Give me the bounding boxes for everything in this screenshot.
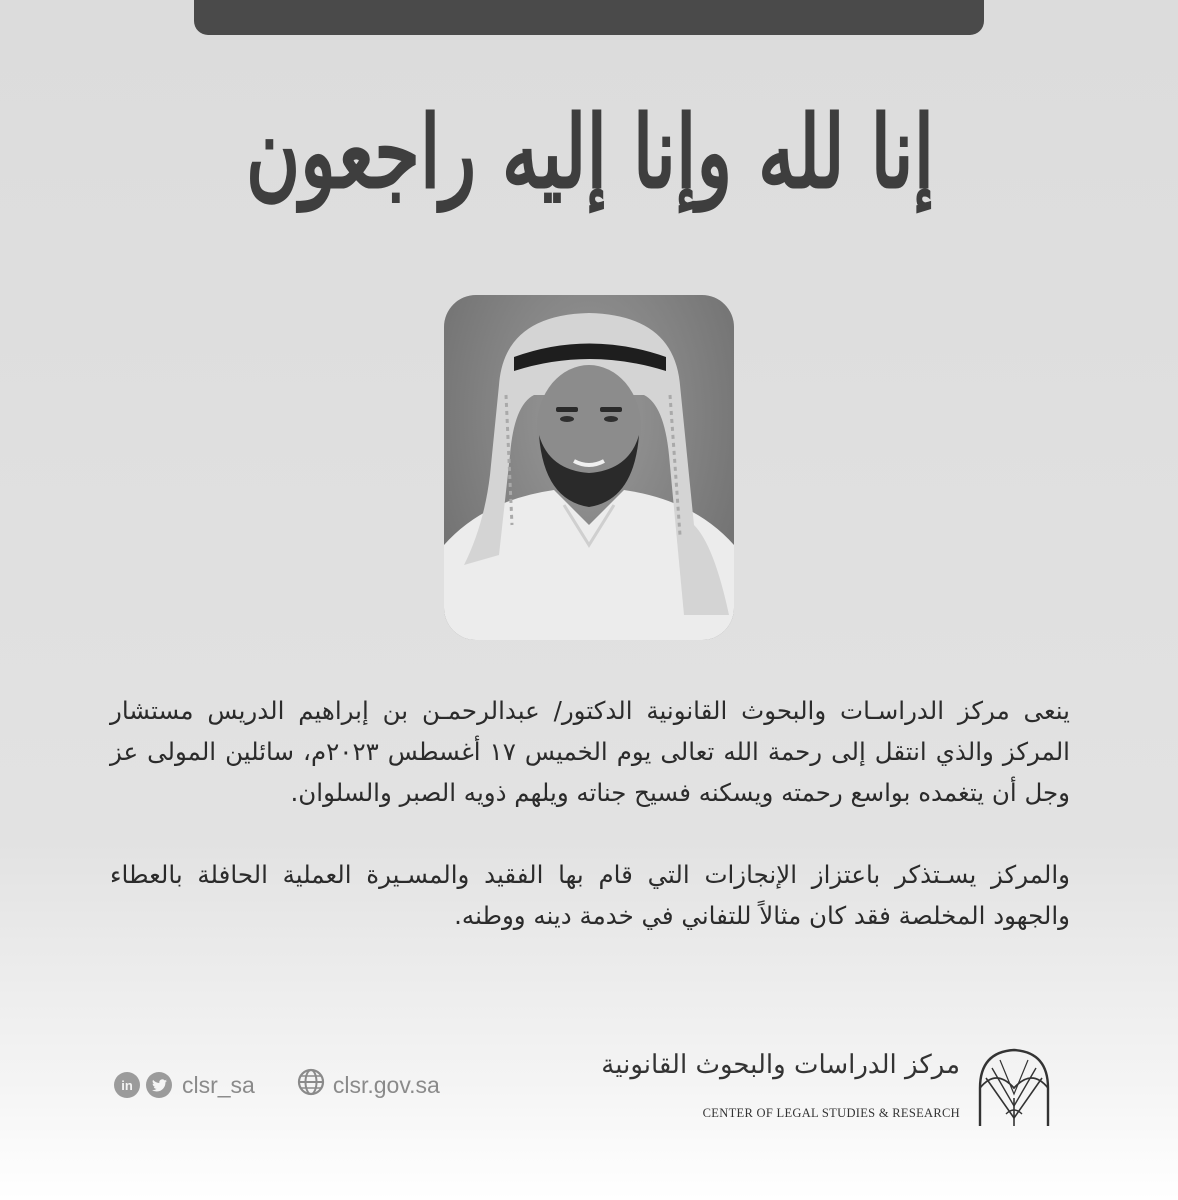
- linkedin-icon[interactable]: in: [114, 1072, 140, 1098]
- twitter-icon[interactable]: [146, 1072, 172, 1098]
- announcement-paragraph-1: ينعى مركز الدراسـات والبحوث القانونية الدكتور/ عبدالرحمـن بن إبراهيم الدريس مستشار المركز والذي انتقل إلى رحمة الله تعالى يوم الخميس ١٧ أغسطس ٢٠٢٣م، سائلين المولى عز وجل أن يتغمده بواسع رحمته ويسكنه فسيح جناته ويلهم ذويه الصبر والسلوان.: [110, 696, 1070, 807]
- announcement-text: [110, 690, 1070, 936]
- globe-icon: [297, 1068, 325, 1102]
- center-logo: [601, 1048, 1052, 1128]
- social-links: [114, 1069, 440, 1101]
- condolence-calligraphy: [190, 58, 990, 248]
- calligraphy-text: إنا لله وإنا إليه راجعون: [245, 94, 935, 212]
- social-handle[interactable]: clsr_sa: [182, 1071, 255, 1098]
- announcement-paragraph-2: والمركز يسـتذكر باعتزاز الإنجازات التي قام بها الفقيد والمسـيرة العملية الحافلة بالعطاء والجهود المخلصة فقد كان مثالاً للتفاني في خدمة دينه ووطنه.: [110, 860, 1070, 930]
- website-link[interactable]: clsr.gov.sa: [332, 1071, 440, 1098]
- logo-english-name: CENTER OF LEGAL STUDIES & RESEARCH: [702, 1106, 960, 1120]
- portrait-photo: [444, 295, 734, 640]
- logo-emblem-icon: [976, 1048, 1052, 1128]
- top-banner-bar: [194, 0, 984, 35]
- portrait-illustration: [444, 295, 734, 640]
- logo-arabic-name: مركز الدراسات والبحوث القانونية: [601, 1050, 960, 1080]
